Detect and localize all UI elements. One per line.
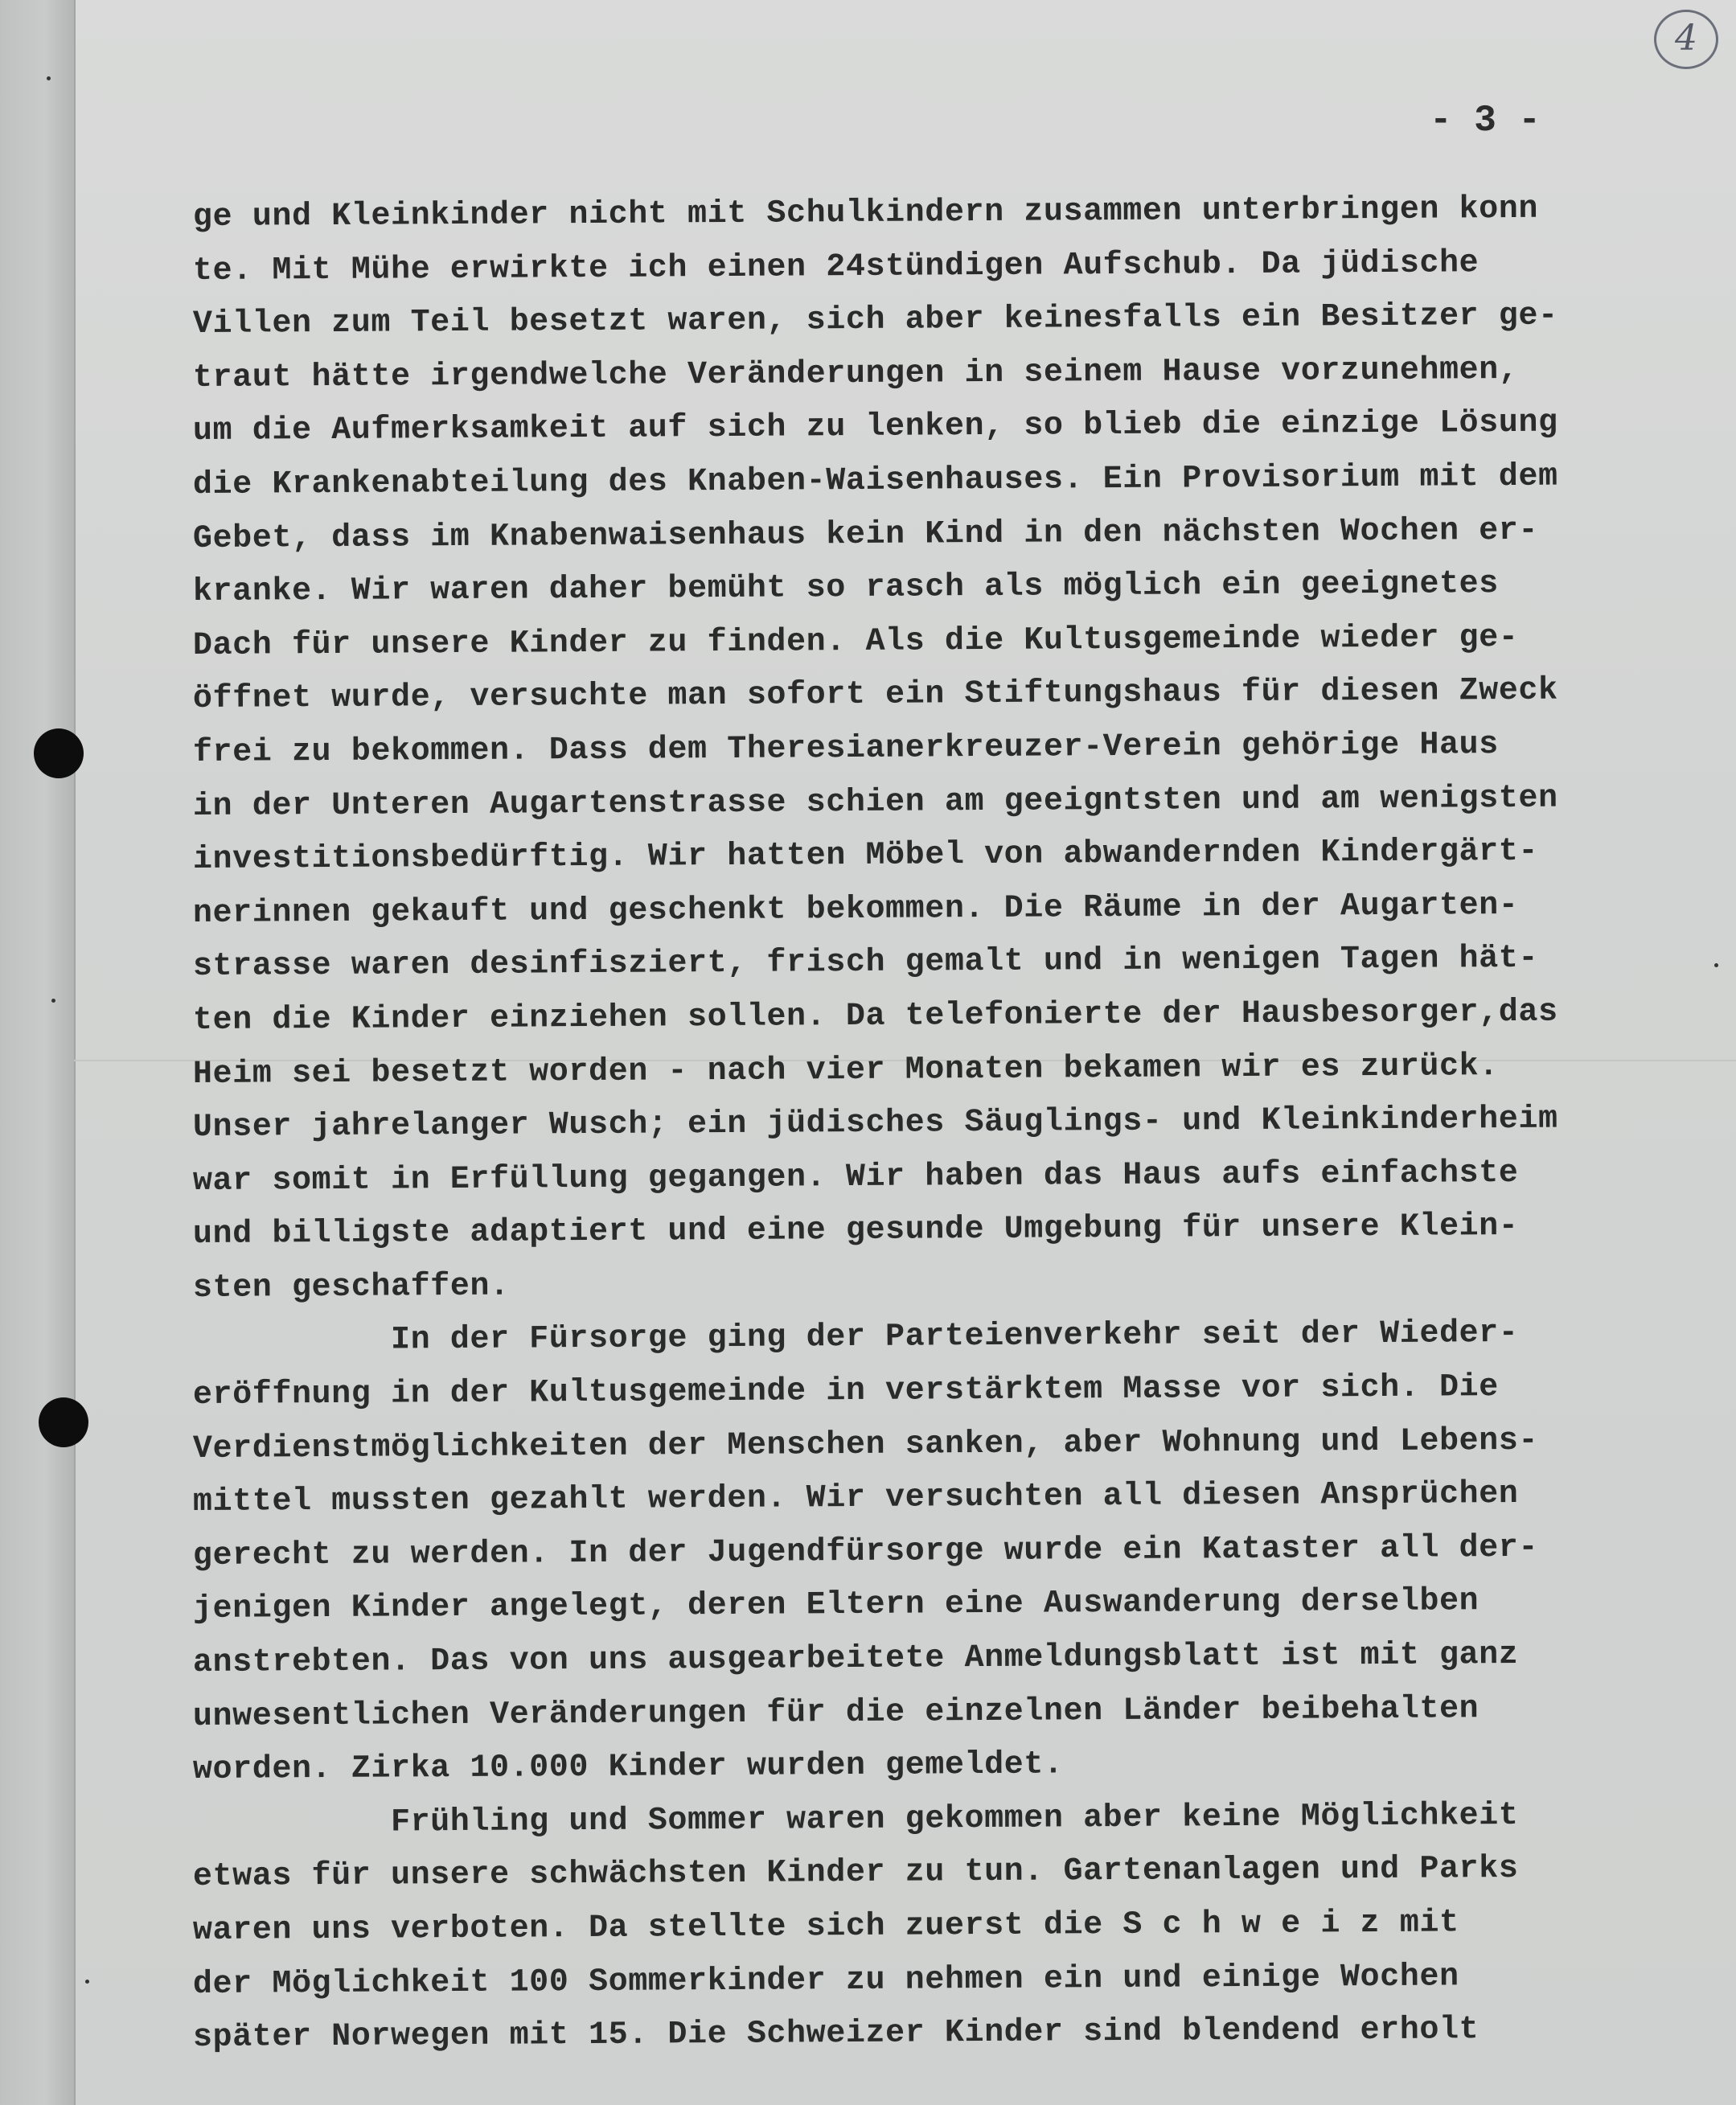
paper-speck [85, 1980, 89, 1984]
text-line: war somit in Erfüllung gegangen. Wir haben das Haus aufs einfachste [192, 1155, 1519, 1200]
text-line: Verdienstmöglichkeiten der Menschen sanken, aber Wohnung und Lebens- [192, 1422, 1539, 1467]
text-line: worden. Zirka 10.000 Kinder wurden gemeldet. [192, 1746, 1064, 1789]
text-line: Dach für unsere Kinder zu finden. Als die Kultusgemeinde wieder ge- [192, 619, 1519, 664]
text-line: etwas für unsere schwächsten Kinder zu tun. Gartenanlagen und Parks [192, 1851, 1519, 1896]
text-line: Gebet, dass im Knabenwaisenhaus kein Kind in den nächsten Wochen er- [192, 512, 1539, 557]
text-line: waren uns verboten. Da stellte sich zuerst die S c h w e i z mit [192, 1905, 1459, 1949]
text-line: unwesentlichen Veränderungen für die einzelnen Länder beibehalten [192, 1690, 1479, 1735]
text-line: in der Unteren Augartenstrasse schien am geeigntsten und am wenigsten [192, 780, 1558, 825]
text-line: frei zu bekommen. Dass dem Theresianerkreuzer-Verein gehörige Haus [192, 727, 1499, 771]
text-line: sten geschaffen. [192, 1268, 510, 1307]
typed-body-text [193, 191, 1721, 2066]
text-line: gerecht zu werden. In der Jugendfürsorge wurde ein Kataster all der- [192, 1529, 1539, 1574]
text-line: ten die Kinder einziehen sollen. Da telefonierte der Hausbesorger,das [192, 994, 1558, 1039]
text-line: kranke. Wir waren daher bemüht so rasch als möglich ein geeignetes [192, 566, 1499, 611]
text-line: eröffnung in der Kultusgemeinde in verstärktem Masse vor sich. Die [192, 1369, 1499, 1414]
text-line: um die Aufmerksamkeit auf sich zu lenken, so blieb die einzige Lösung [192, 405, 1558, 450]
text-line: die Krankenabteilung des Knaben-Waisenhauses. Ein Provisorium mit dem [192, 458, 1558, 503]
punch-hole [34, 728, 84, 778]
text-line: strasse waren desinfisziert, frisch gemalt und in wenigen Tagen hät- [192, 941, 1539, 986]
text-line: Unser jahrelanger Wusch; ein jüdisches Säuglings- und Kleinkinderheim [192, 1101, 1558, 1147]
punch-hole [39, 1397, 88, 1447]
folio-mark: 4 [1654, 10, 1718, 69]
text-line: später Norwegen mit 15. Die Schweizer Kinder sind blendend erholt [192, 2012, 1479, 2057]
text-line: Villen zum Teil besetzt waren, sich aber keinesfalls ein Besitzer ge- [192, 297, 1558, 343]
text-line: investitionsbedürftig. Wir hatten Möbel von abwandernden Kindergärt- [192, 833, 1539, 879]
text-line: öffnet wurde, versuchte man sofort ein Stiftungshaus für diesen Zweck [192, 672, 1558, 718]
text-line: mittel mussten gezahlt werden. Wir versuchten all diesen Ansprüchen [192, 1476, 1519, 1521]
paper-speck [47, 76, 51, 80]
text-line: jenigen Kinder angelegt, deren Eltern eine Auswanderung derselben [192, 1583, 1479, 1628]
text-line: der Möglichkeit 100 Sommerkinder zu nehmen ein und einige Wochen [192, 1958, 1459, 2003]
binding-strip [0, 0, 76, 2105]
page-number: - 3 - [1430, 100, 1541, 142]
text-line: anstrebten. Das von uns ausgearbeitete Anmeldungsblatt ist mit ganz [192, 1636, 1519, 1682]
text-line: In der Fürsorge ging der Parteienverkehr seit der Wieder- [192, 1315, 1519, 1360]
text-line: und billigste adaptiert und eine gesunde Umgebung für unsere Klein- [192, 1208, 1519, 1254]
text-line: ge und Kleinkinder nicht mit Schulkindern zusammen unterbringen konn [192, 191, 1539, 236]
paper-speck [51, 999, 55, 1003]
text-line: traut hätte irgendwelche Veränderungen in seinem Hause vorzunehmen, [192, 351, 1519, 396]
text-line: te. Mit Mühe erwirkte ich einen 24stündigen Aufschub. Da jüdische [192, 244, 1479, 289]
text-line: Heim sei besetzt worden - nach vier Monaten bekamen wir es zurück. [192, 1048, 1499, 1093]
text-line: Frühling und Sommer waren gekommen aber keine Möglichkeit [192, 1797, 1519, 1842]
text-line: nerinnen gekauft und geschenkt bekommen. Die Räume in der Augarten- [192, 887, 1519, 932]
